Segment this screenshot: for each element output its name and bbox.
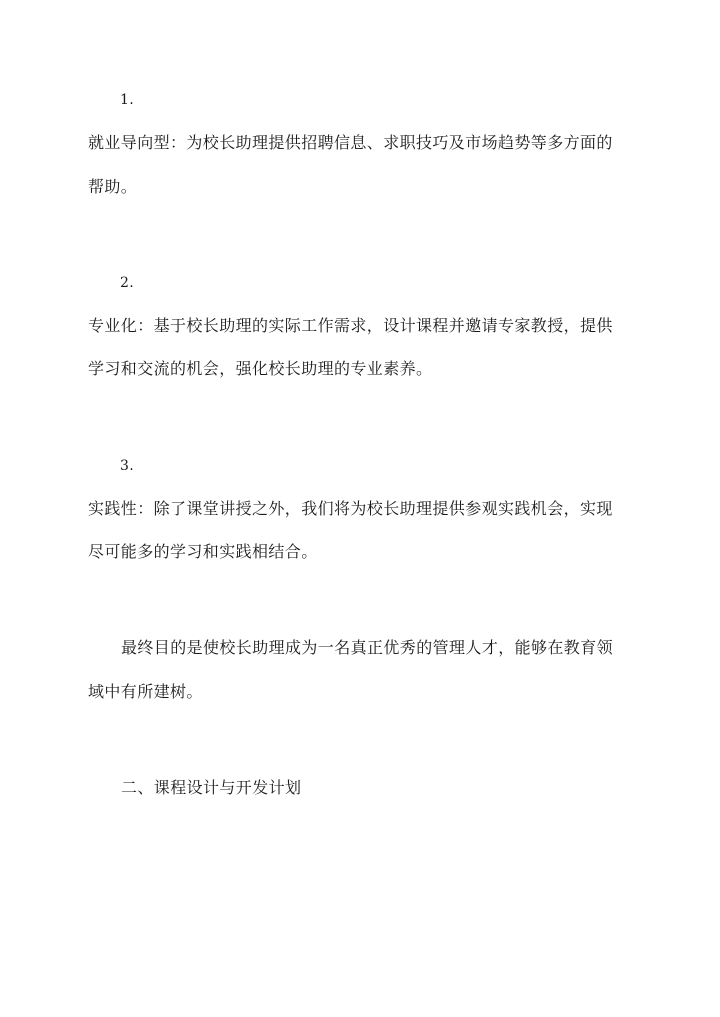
item-3-text-line-2: 尽可能多的学习和实践相结合。 bbox=[88, 542, 318, 561]
item-2-text-line-2: 学习和交流的机会，强化校长助理的专业素养。 bbox=[88, 359, 433, 378]
item-3-number: 3. bbox=[120, 458, 135, 474]
item-3-text-line-1: 实践性：除了课堂讲授之外，我们将为校长助理提供参观实践机会，实现 bbox=[88, 499, 613, 518]
item-2-number: 2. bbox=[120, 275, 135, 291]
goal-text-line-2: 域中有所建树。 bbox=[88, 682, 203, 701]
goal-text-line-1: 最终目的是使校长助理成为一名真正优秀的管理人才，能够在教育领 bbox=[121, 638, 614, 657]
item-1-text-line-1: 就业导向型：为校长助理提供招聘信息、求职技巧及市场趋势等多方面的 bbox=[88, 133, 613, 152]
item-1-number: 1. bbox=[120, 92, 135, 108]
section-heading: 二、课程设计与开发计划 bbox=[121, 778, 302, 797]
item-1-text-line-2: 帮助。 bbox=[88, 177, 138, 196]
item-2-text-line-1: 专业化：基于校长助理的实际工作需求，设计课程并邀请专家教授，提供 bbox=[88, 316, 613, 335]
